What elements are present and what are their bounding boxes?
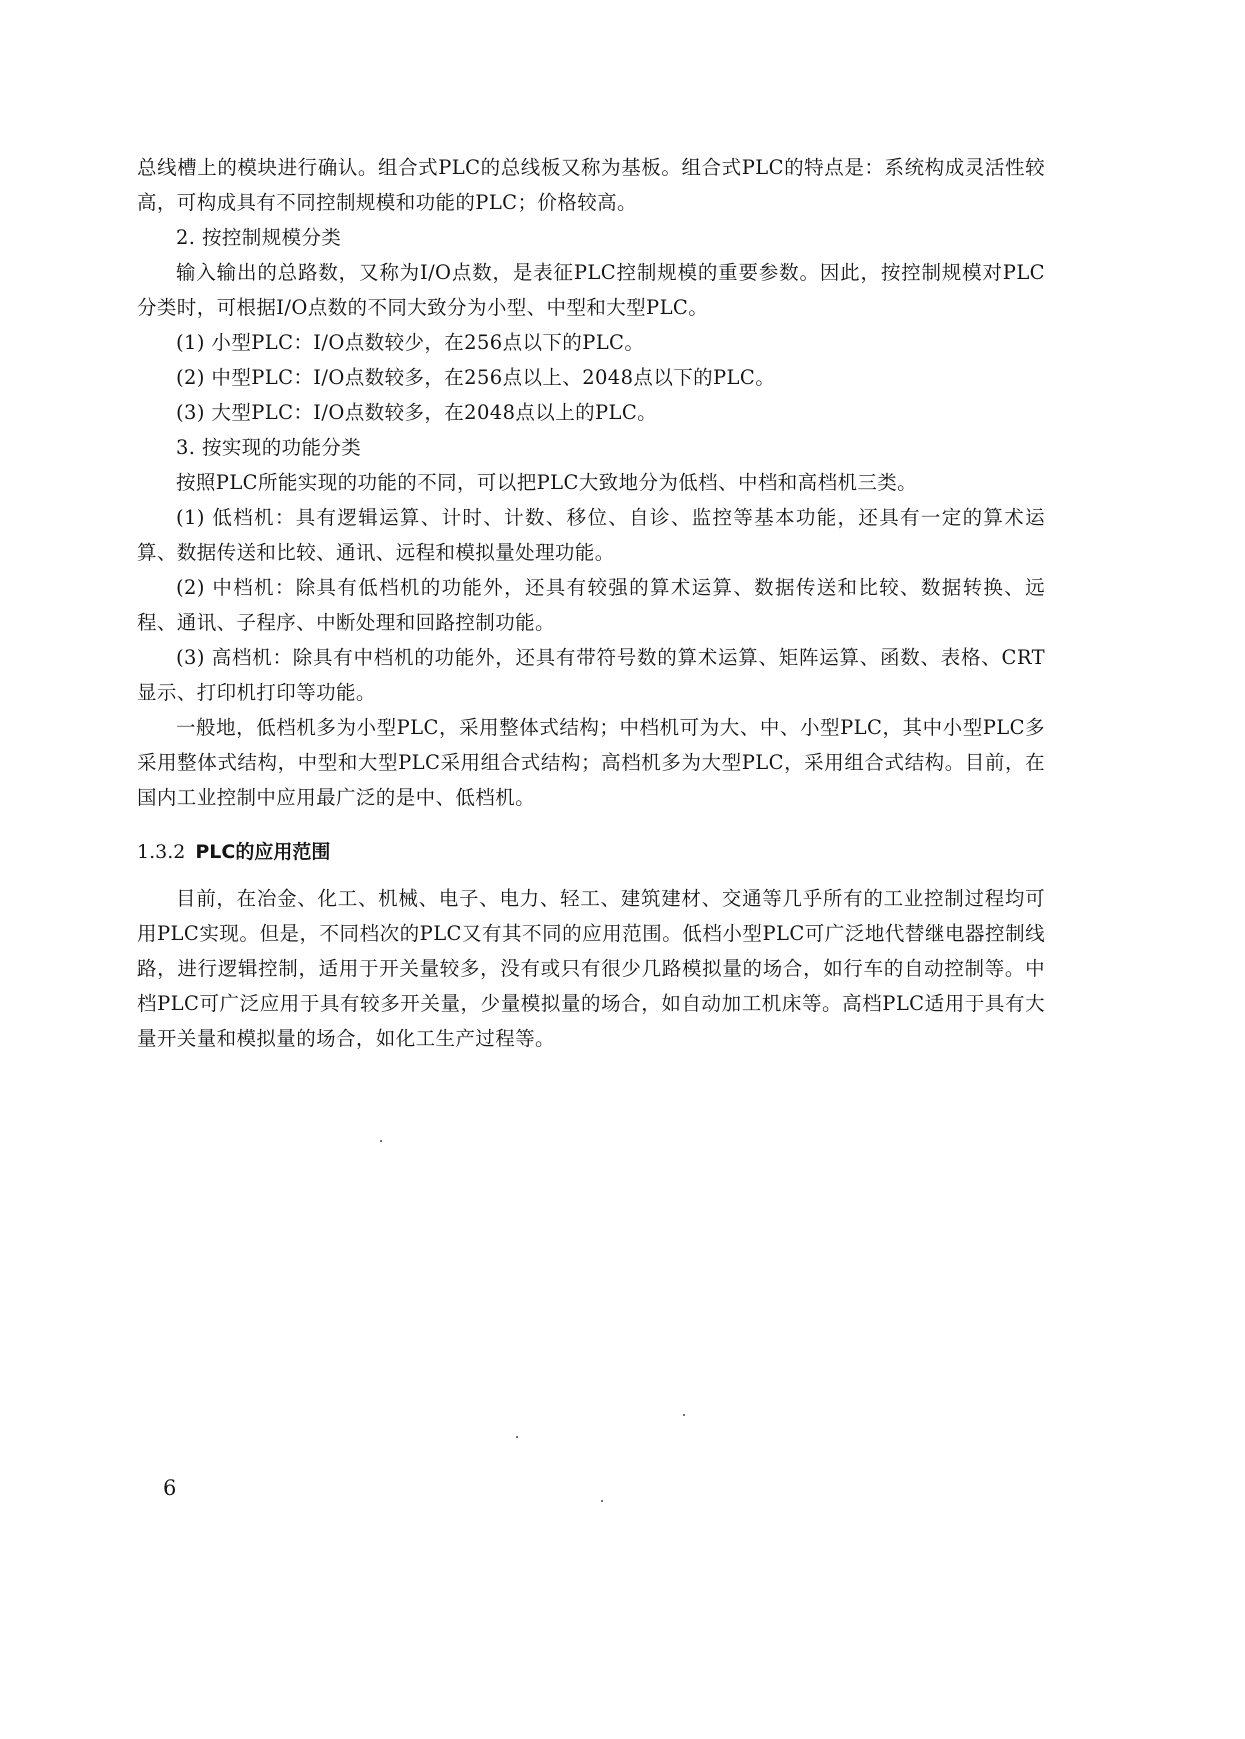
paragraph: 总线槽上的模块进行确认。组合式PLC的总线板又称为基板。组合式PLC的特点是：系统构成灵活性较高，可构成具有不同控制规模和功能的PLC；价格较高。 [137,156,1045,214]
paragraph: 一般地，低档机多为小型PLC，采用整体式结构；中档机可为大、中、小型PLC，其中小型PLC多采用整体式结构，中型和大型PLC采用组合式结构；高档机多为大型PLC，采用组合式结构。目前，在国内工业控制中应用最广泛的是中、低档机。 [137,716,1045,809]
paragraph: (1) 小型PLC：I/O点数较少，在256点以下的PLC。 [176,331,645,354]
paragraph: 输入输出的总路数，又称为I/O点数，是表征PLC控制规模的重要参数。因此，按控制规模对PLC分类时，可根据I/O点数的不同大致分为小型、中型和大型PLC。 [137,261,1045,319]
paragraph: 2. 按控制规模分类 [176,226,342,249]
page-content [137,150,1045,1056]
scan-speck [683,1414,685,1416]
paragraph: (3) 高档机：除具有中档机的功能外，还具有带符号数的算术运算、矩阵运算、函数、表格、CRT显示、打印机打印等功能。 [137,646,1045,704]
section-number: 1.3.2 [137,841,186,863]
scan-speck [601,1500,603,1502]
paragraph: (3) 大型PLC：I/O点数较多，在2048点以上的PLC。 [176,401,658,424]
paragraph: (2) 中型PLC：I/O点数较多，在256点以上、2048点以下的PLC。 [176,366,776,389]
paragraph: 按照PLC所能实现的功能的不同，可以把PLC大致地分为低档、中档和高档机三类。 [176,471,918,494]
scan-speck [380,1140,382,1142]
scan-speck [516,1436,518,1438]
paragraph: 3. 按实现的功能分类 [176,436,362,459]
paragraph: (1) 低档机：具有逻辑运算、计时、计数、移位、自诊、监控等基本功能，还具有一定的算术运算、数据传送和比较、通讯、远程和模拟量处理功能。 [137,506,1045,564]
body-text-bottom [137,881,1045,1056]
section-heading [137,837,1045,867]
paragraph: 目前，在冶金、化工、机械、电子、电力、轻工、建筑建材、交通等几乎所有的工业控制过程均可用PLC实现。但是，不同档次的PLC又有其不同的应用范围。低档小型PLC可广泛地代替继电器控制线路，进行逻辑控制，适用于开关量较多，没有或只有很少几路模拟量的场合，如行车的自动控制等。中档PLC可广泛应用于具有较多开关量，少量模拟量的场合，如自动加工机床等。高档PLC适用于具有大量开关量和模拟量的场合，如化工生产过程等。 [137,887,1045,1050]
body-text-top [137,150,1045,815]
section-title: PLC的应用范围 [195,841,331,863]
page-number: 6 [163,1476,177,1500]
paragraph: (2) 中档机：除具有低档机的功能外，还具有较强的算术运算、数据传送和比较、数据转换、远程、通讯、子程序、中断处理和回路控制功能。 [137,576,1045,634]
